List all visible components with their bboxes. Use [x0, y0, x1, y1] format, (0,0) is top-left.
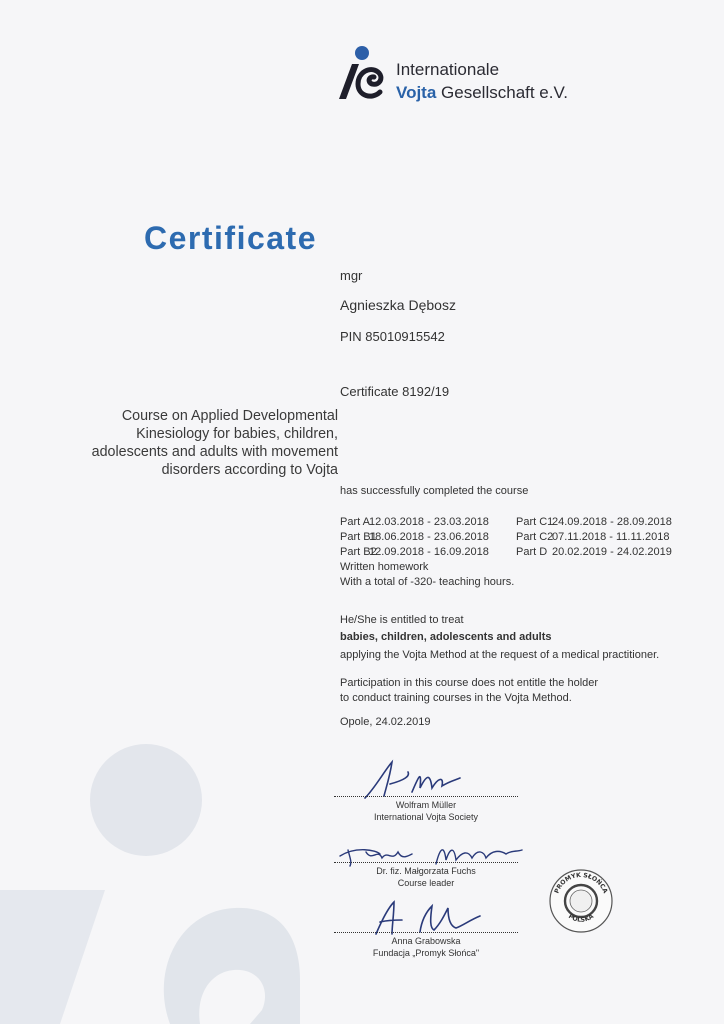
seal-text-top: PROMYK SŁOŃCA: [553, 871, 609, 895]
signature-line: [334, 796, 518, 797]
signatory-block: [334, 796, 518, 823]
holder-title: mgr: [340, 268, 363, 283]
signatory-name: Anna Grabowska: [391, 936, 461, 946]
organization-name-line2: [396, 83, 568, 103]
organization-name-accent: Vojta: [396, 83, 437, 102]
signatory-name: Wolfram Müller: [395, 800, 457, 810]
part-dates: 18.06.2018 - 23.06.2018: [369, 531, 489, 543]
part-label: Part B2: [340, 546, 377, 558]
holder-name: Agnieszka Dębosz: [340, 297, 456, 313]
holder-pin: PIN 85010915542: [340, 329, 445, 344]
course-part-row: [340, 530, 672, 545]
course-part-row: [340, 515, 672, 530]
part-label: Part D: [516, 546, 548, 558]
part-dates: 12.03.2018 - 23.03.2018: [369, 516, 489, 528]
disclaimer-line2: to conduct training courses in the Vojta Method.: [340, 692, 572, 704]
completion-statement: has successfully completed the course: [340, 485, 529, 497]
signatory-role: Course leader: [397, 878, 455, 888]
watermark-logo: [0, 740, 300, 1024]
written-homework: Written homework: [340, 561, 429, 573]
signatory-role: International Vojta Society: [373, 812, 479, 822]
signature-grabowska: [370, 898, 490, 936]
signatory-name: Dr. fiz. Małgorzata Fuchs: [376, 866, 476, 876]
seal-text-bottom: POLSKA: [566, 913, 596, 924]
signatory-block: [334, 932, 518, 959]
signature-mueller: [360, 758, 480, 800]
foundation-seal-stamp: [548, 868, 614, 934]
place-date: Opole, 24.02.2019: [340, 716, 431, 728]
disclaimer-line1: Participation in this course does not entitle the holder: [340, 677, 599, 689]
part-label: Part C1: [516, 516, 554, 528]
entitlement-method: applying the Vojta Method at the request of a medical practitioner.: [340, 649, 660, 661]
course-description: Course on Applied Developmental Kinesiology for babies, children, adolescents and adults with movement disorders according to Vojta: [91, 408, 338, 478]
part-dates: 07.11.2018 - 11.11.2018: [552, 531, 670, 543]
signature-line: [334, 932, 518, 933]
part-dates: 24.09.2018 - 28.09.2018: [552, 516, 672, 528]
course-part-row: [340, 545, 672, 560]
part-label: Part C2: [516, 531, 554, 543]
course-parts-table: [340, 515, 672, 590]
signature-line: [334, 862, 518, 863]
entitlement-intro: He/She is entitled to treat: [340, 614, 464, 626]
entitlement-groups: babies, children, adolescents and adults: [340, 631, 552, 643]
signatory-role: Fundacja „Promyk Słońca": [372, 948, 480, 958]
organization-name-rest: Gesellschaft e.V.: [441, 83, 568, 102]
part-label: Part B1: [340, 531, 377, 543]
part-dates: 12.09.2018 - 16.09.2018: [369, 546, 489, 558]
organization-name-line1: Internationale: [396, 60, 500, 79]
vojta-logo-icon: [336, 44, 388, 104]
certificate-number: Certificate 8192/19: [340, 384, 450, 399]
part-label: Part A: [340, 516, 370, 528]
part-dates: 20.02.2019 - 24.02.2019: [552, 546, 672, 558]
total-hours: With a total of -320- teaching hours.: [340, 576, 515, 588]
certificate-title: Certificate: [144, 220, 317, 256]
signatory-block: [334, 862, 518, 889]
